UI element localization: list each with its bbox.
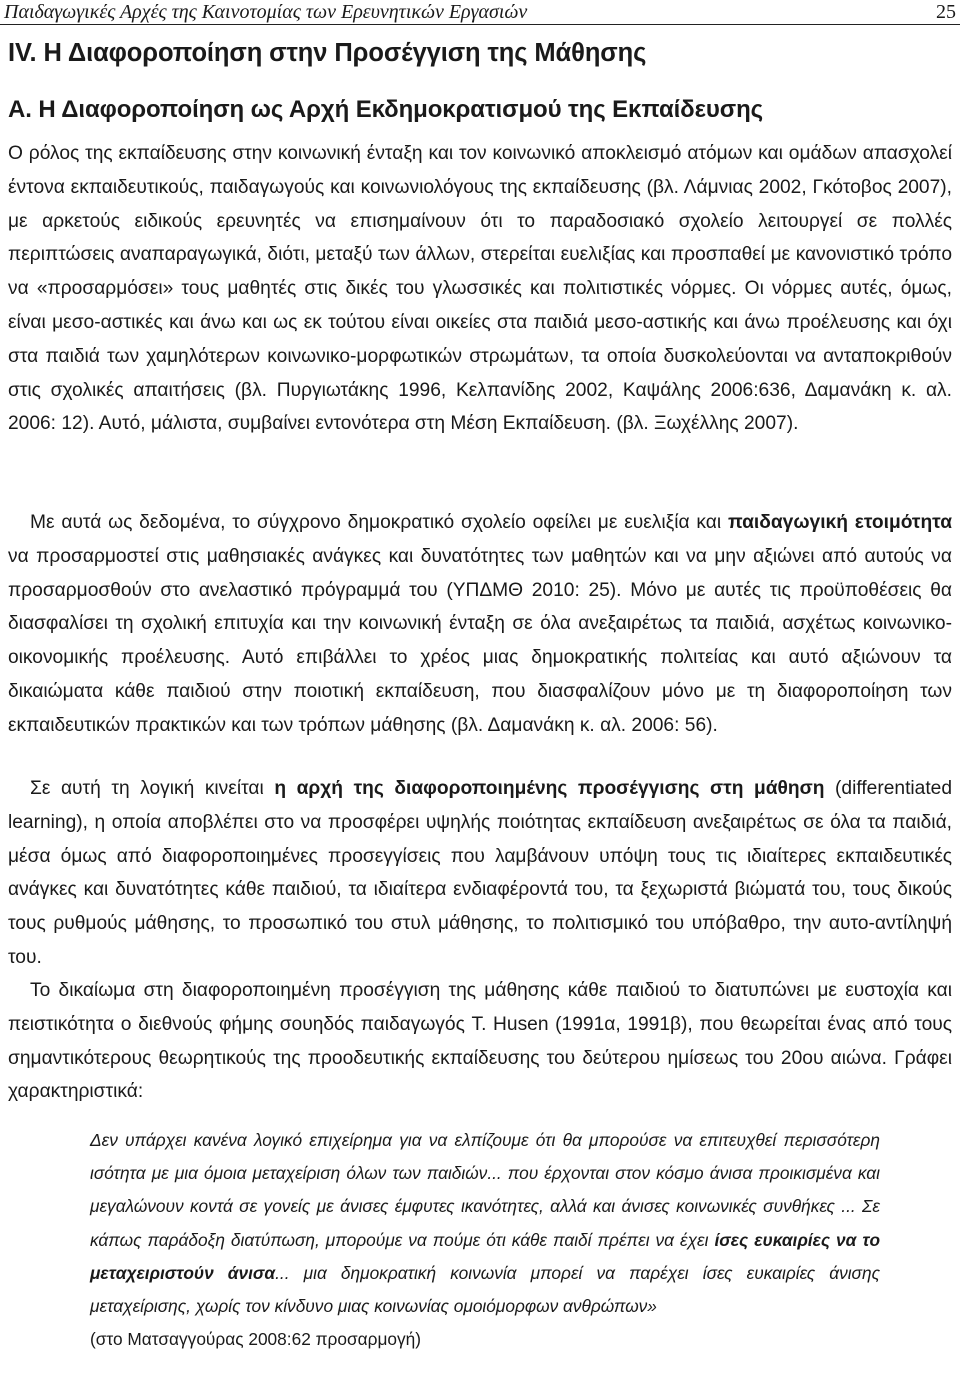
quote-text-a: Δεν υπάρχει κανένα λογικό επιχείρημα για να ελπίζουμε ότι θα μπορούσε να επιτευχθεί περισσότερη ισότητα με μια όμοια μεταχείριση όλων των παιδιών... που έρχονται στον κόσμο άνισα προικισμένα και μεγαλώνουν κοντά σε γονείς με άνισες έμφυτες ικανότητες, αλλά και άνισες κοινωνικές συνθήκες ... Σε κάπως παράδοξη διατύπωση, μπορούμε να πούμε ότι κάθε παιδί πρέπει να έχει [90, 1130, 880, 1250]
paragraph-2-emphasis: παιδαγωγική ετοιμότητα [727, 512, 953, 533]
paragraph-2-text-a: Με αυτά ως δεδομένα, το σύγχρονο δημοκρατικό σχολείο οφείλει με ευελιξία και [30, 512, 728, 533]
subsection-title: Α. Η Διαφοροποίηση ως Αρχή Εκδημοκρατισμού της Εκπαίδευσης [8, 96, 764, 123]
paragraph-3-text-b: (differentiated learning), η οποία αποβλέπει στο να προσφέρει υψηλής ποιότητας εκπαίδευση ανεξαιρέτως σε όλα τα παιδιά, μέσα όμως από διαφοροποιημένες προσεγγίσεις που λαμβάνουν υπόψη τους τις ιδιαίτερες εκπαιδευτικές ανάγκες και δυνατότητες κάθε παιδιού, τα ιδιαίτερα ενδιαφέροντά του, τα ξεχωριστά βιώματά του, τους δικούς τους ρυθμούς μάθησης, το προσωπικό του στυλ μάθησης, το πολιτισμικό του υπόβαθρο, την αυτο-αντίληψή του. [8, 778, 953, 968]
section-title: IV. Η Διαφοροποίηση στην Προσέγγιση της Μάθησης [8, 39, 647, 67]
paragraph-3-block [8, 772, 952, 975]
quote-emphasis: ίσες ευκαιρίες να το μεταχειριστούν άνισα [90, 1229, 880, 1283]
paragraph-4: Το δικαίωμα στη διαφοροποιημένη προσέγγιση της μάθησης κάθε παιδιού το διατυπώνει με ευστοχία και πειστικότητα ο διεθνούς φήμης σουηδός παιδαγωγός T. Husen (1991α, 1991β), που θεωρείται ένας από τους σημαντικότερους θεωρητικούς της προοδευτικής εκπαίδευσης του δεύτερου ημίσεως του 20ου αιώνα. Γράφει χαρακτηριστικά: [8, 980, 952, 1103]
quote-text-b: ... μια δημοκρατική κοινωνία μπορεί να παρέχει ίσες ευκαιρίες άνισης μεταχείρισης, χωρίς τον κίνδυνο μιας κοινωνίας ομοιόμορφων ανθρώπων» [90, 1262, 880, 1317]
paragraph-4-block [8, 974, 952, 1109]
paragraph-3-text-a: Σε αυτή τη λογική κινείται [30, 778, 275, 799]
paragraph-3 [8, 772, 952, 975]
paragraph-2-text-b: να προσαρμοστεί στις μαθησιακές ανάγκες και δυνατότητες των μαθητών και να μην αξιώνει από αυτούς να προσαρμοσθούν στο ανελαστικό πρόγραμμά του (ΥΠΔΜΘ 2010: 25). Μόνο με αυτές τις προϋποθέσεις θα διασφαλίσει τη σχολική επιτυχία και την κοινωνική ένταξη σε όλα ανεξαιρέτως τα παιδιά, ασχέτως κοινωνικο-οικονομικής προέλευσης. Αυτό επιβάλλει το χρέος μιας δημοκρατικής πολιτείας και αυτό αξιώνουν τα δικαιώματα κάθε παιδιού στην ποιοτική εκπαίδευση, που διασφαλίζουν μόνο με τη διαφοροποίηση των εκπαιδευτικών πρακτικών και των τρόπων μάθησης (βλ. Δαμανάκη κ. αλ. 2006: 56). [8, 545, 952, 736]
quote-source: (στο Ματσαγγούρας 2008:62 προσαρμογή) [90, 1329, 422, 1350]
paragraph-3-emphasis: η αρχή της διαφοροποιημένης προσέγγισης στη μάθηση [274, 778, 825, 799]
running-title: Παιδαγωγικές Αρχές της Καινοτομίας των Ερευνητικών Εργασιών [4, 1, 528, 23]
running-header [0, 0, 960, 25]
block-quote [90, 1124, 880, 1356]
paragraph-1: Ο ρόλος της εκπαίδευσης στην κοινωνική ένταξη και τον κοινωνικό αποκλεισμό ατόμων και ομάδων απασχολεί έντονα εκπαιδευτικούς, παιδαγωγούς και κοινωνιολόγους της εκπαίδευσης (βλ. Λάμνιας 2002, Γκότοβος 2007), με αρκετούς ειδικούς ερευνητές να επισημαίνουν ότι το παραδοσιακό σχολείο λειτουργεί σε πολλές περιπτώσεις αναπαραγωγικά, διότι, μεταξύ των άλλων, στερείται ευελιξίας και προσπαθεί με κανονιστικό τρόπο να «προσαρμόσει» τους μαθητές στις δικές του γλωσσικές και πολιτιστικές νόρμες. Οι νόρμες αυτές, όμως, είναι μεσο-αστικές και άνω και ως εκ τούτου είναι οικείες στα παιδιά μεσο-αστικής και άνω προέλευσης και όχι στα παιδιά των χαμηλότερων κοινωνικο-μορφωτικών στρωμάτων, τα οποία δυσκολεύονται να ανταποκριθούν στις σχολικές απαιτήσεις (βλ. Πυργιωτάκης 1996, Κελπανίδης 2002, Καψάλης 2006:636, Δαμανάκη κ. αλ. 2006: 12). Αυτό, μάλιστα, συμβαίνει εντονότερα στη Μέση Εκπαίδευση. (βλ. Ξωχέλλης 2007). [8, 143, 952, 435]
page-number: 25 [936, 1, 956, 23]
paragraph-1-block [8, 137, 952, 441]
paragraph-2 [8, 506, 952, 743]
paragraph-2-block [8, 506, 952, 743]
